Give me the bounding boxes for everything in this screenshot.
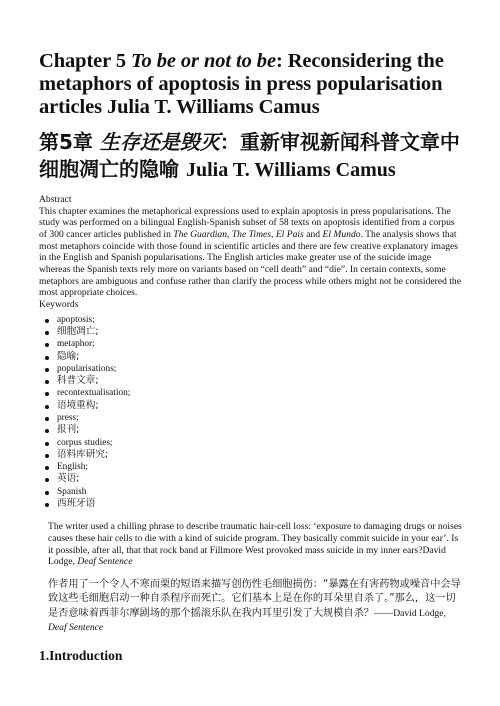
- newspaper-times: The Times: [231, 228, 272, 240]
- section-heading: 1.Introduction: [39, 647, 123, 663]
- keyword-item: corpus studies;: [45, 437, 464, 449]
- keyword-item: metaphor;: [45, 338, 464, 350]
- document-page: [39, 50, 464, 664]
- keyword-item: apoptosis;: [45, 314, 464, 326]
- newspaper-guardian: The Guardian: [173, 228, 228, 240]
- keyword-item: 西班牙语: [45, 498, 464, 510]
- title-en-italic: To be or not to be: [131, 50, 276, 72]
- abstract-sep-3: and: [303, 228, 323, 240]
- abstract-label: Abstract: [39, 194, 72, 205]
- epigraph-en-text: The writer used a chilling phrase to describe traumatic hair-cell loss: ‘exposure to damaging drugs or noises causes these hair cells to die with a kind of suicide program. They basically commit suicide in your ear’. Is it possible, after all, that that rock band at Fillmore West provoked mass suicide in my inner ears?David Lodge,: [48, 521, 462, 568]
- keyword-item: Spanish: [45, 486, 464, 498]
- keyword-item: popularisations;: [45, 363, 464, 375]
- keyword-item: recontextualisation;: [45, 387, 464, 399]
- title-zh-italic: 生存还是毁灭: [99, 130, 220, 154]
- epigraph-chinese: [39, 578, 464, 636]
- abstract-part-2: . The analysis shows that most metaphors coincide with those found in scientific articles and there are few creative explanatory images in the English and Spanish popularisations. The English articles make greater use of the suicide image whereas the Spanish texts rely more on variants based on “cell death” and “die”. In certain contexts, some metaphors are ambiguous and confuse rather than clarify the process while others might not be considered the most appropriate choices.: [39, 228, 461, 299]
- keyword-item: 细胞凋亡;: [45, 326, 464, 338]
- epigraph-zh-source: Deaf Sentence: [48, 622, 104, 634]
- title-zh-prefix: 第5章: [39, 130, 100, 154]
- chapter-title-english: [39, 50, 464, 119]
- keyword-list: [39, 314, 464, 511]
- abstract-text: [39, 206, 464, 300]
- newspaper-el-pais: El País: [275, 228, 304, 240]
- keyword-item: 隐喻;: [45, 351, 464, 363]
- keyword-item: 报刊;: [45, 424, 464, 436]
- chapter-title-chinese: [39, 129, 464, 184]
- epigraph-en-source: Deaf Sentence: [77, 556, 133, 568]
- keyword-item: English;: [45, 461, 464, 473]
- title-en-suffix: : Reconsidering the metaphors of apoptosis in press popularisation articles Julia T. Williams Camus: [39, 50, 444, 118]
- keyword-item: 语境重构;: [45, 400, 464, 412]
- newspaper-el-mundo: El Mundo: [322, 228, 361, 240]
- keyword-item: 语料库研究;: [45, 449, 464, 461]
- epigraph-zh-attribution: ——David Lodge,: [374, 607, 446, 619]
- epigraph-english: [39, 521, 464, 567]
- title-zh-suffix: ：重新审视新闻科普文章中细胞凋亡的隐喻: [39, 130, 460, 181]
- keyword-item: 英语;: [45, 473, 464, 485]
- abstract-part-1: This chapter examines the metaphorical expressions used to explain apoptosis in press popularisations. The study was performed on a bilingual English-Spanish subset of 58 texts on apoptosis identified from a corpus of 300 cancer articles published in: [39, 205, 455, 240]
- title-en-prefix: Chapter 5: [39, 50, 132, 72]
- keyword-item: 科普文章;: [45, 375, 464, 387]
- keyword-item: press;: [45, 412, 464, 424]
- epigraph-zh-text: 作者用了一个令人不寒而栗的短语来描写创伤性毛细胞损伤：“暴露在有害药物或噪音中会导致这些毛细胞启动一种自杀程序而死亡。它们基本上是在你的耳朵里自杀了。”那么，这一切是否意味着西菲尔摩剧场的那个摇滚乐队在我内耳里引发了大规模自杀？: [48, 578, 461, 619]
- title-zh-author: Julia T. Williams Camus: [185, 159, 396, 181]
- abstract-sep-1: ,: [227, 228, 232, 240]
- abstract-sep-2: ,: [271, 228, 276, 240]
- keywords-label: Keywords: [39, 299, 79, 311]
